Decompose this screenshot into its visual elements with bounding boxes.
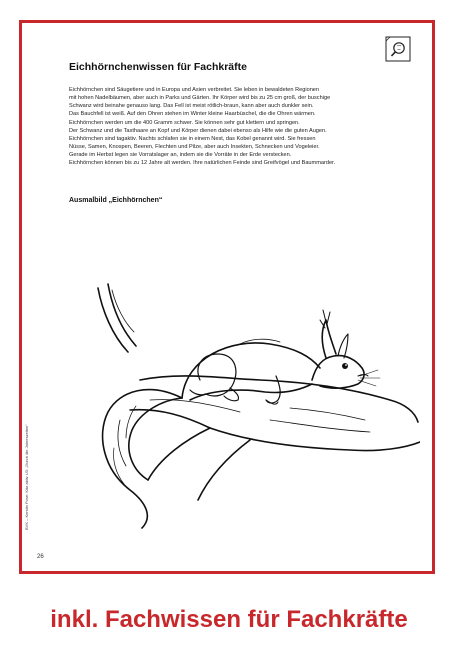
- paragraph-line: mit hohen Nadelbäumen, aber auch in Parks und Gärten. Ihr Körper wird bis zu 25 cm groß, der buschige: [69, 95, 331, 102]
- squirrel-coloring-illustration: [90, 280, 420, 530]
- paragraph-line: Eichhörnchen sind Säugetiere und in Europa und Asien verbreitet. Sie leben in bewaldeten Regionen: [69, 87, 320, 93]
- paragraph-line: Nüsse, Samen, Knospen, Beeren, Flechten und Pilze, aber auch Insekten, Schnecken und Vogeleier.: [69, 144, 320, 151]
- coloring-subtitle: Ausmalbild „Eichhörnchen“: [69, 197, 163, 204]
- paragraph-line: Eichhörnchen werden um die 400 Gramm schwer. Sie können sehr gut klettern und springen.: [69, 119, 300, 126]
- paragraph-line: Schwanz wird beinahe genauso lang. Das Fell ist meist rötlich-braun, kann aber auch dunkler sein.: [69, 103, 314, 110]
- magnifier-book-icon: [385, 36, 411, 62]
- paragraph-line: Der Schwanz und die Tasthaare an Kopf und Körper dienen dabei ebenso als Hilfe wie die guten Augen.: [69, 127, 327, 134]
- info-paragraph: [69, 86, 414, 168]
- paragraph-line: Das Bauchfell ist weiß. Auf den Ohren stehen im Winter kleine Haarbüschel, die die Ohren wärmen.: [69, 111, 316, 118]
- paragraph-line: Gerade im Herbst legen sie Vorratslager an, indem sie die Vorräte in der Erde verstecken.: [69, 152, 292, 159]
- copyright-note: BVK – Kerstin Pose: Kita aktiv U3: „Durch die Jahreszeiten“: [24, 424, 29, 530]
- promo-banner: inkl. Fachwissen für Fachkräfte: [50, 606, 408, 633]
- page-title: Eichhörnchenwissen für Fachkräfte: [69, 61, 247, 73]
- paragraph-line: Eichhörnchen sind tagaktiv. Nachts schlafen sie in einem Nest, das Kobel genannt wird. Sie fressen: [69, 135, 316, 142]
- paragraph-line: Eichhörnchen können bis zu 12 Jahre alt werden. Ihre natürlichen Feinde sind Greifvögel und Baummarder.: [69, 160, 336, 167]
- page-number: 26: [37, 554, 44, 560]
